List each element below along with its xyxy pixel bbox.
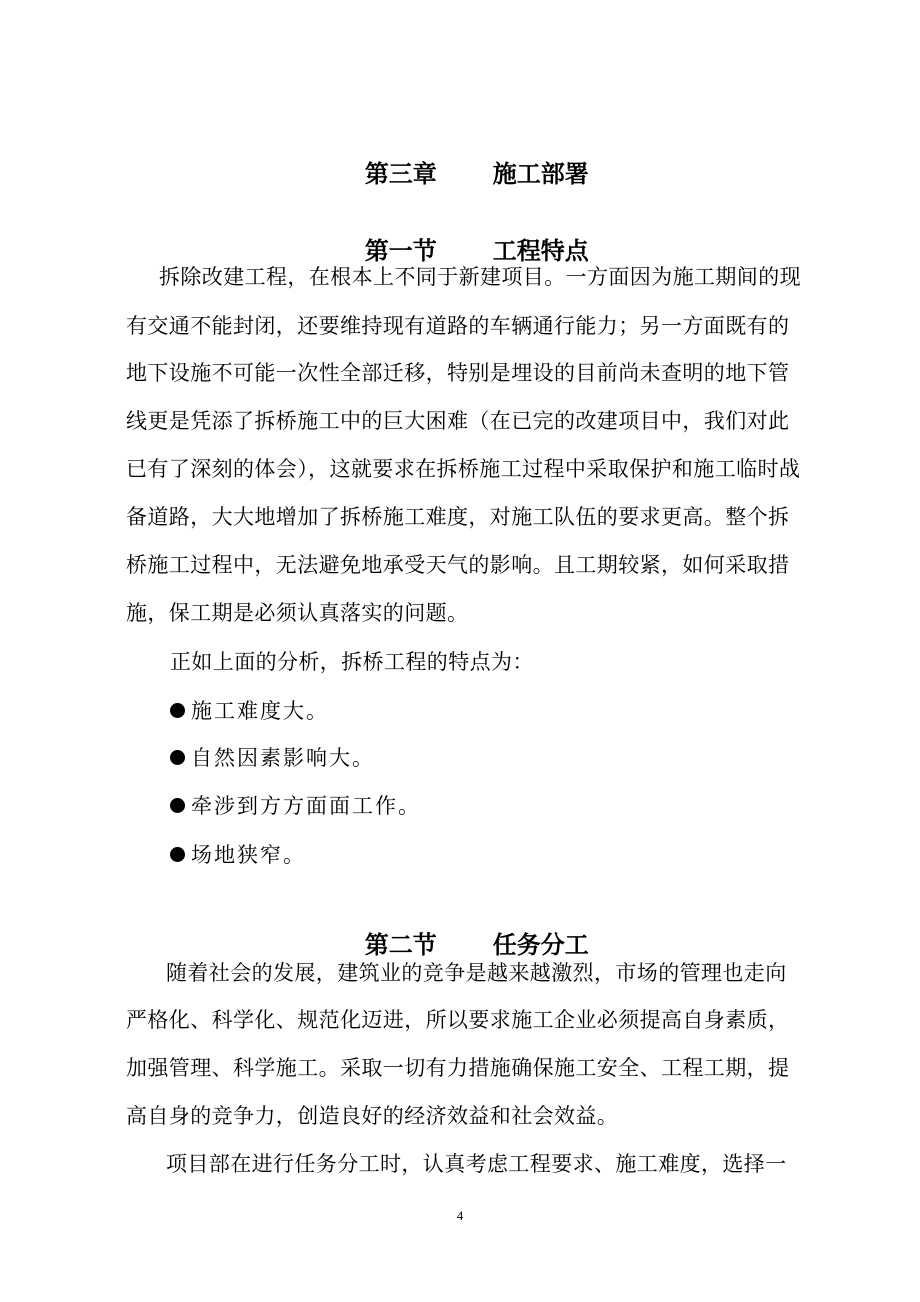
chapter-title: 施工部署	[492, 160, 589, 188]
paragraph-line: 拆除改建工程，在根本上不同于新建项目。一方面因为施工期间的现	[159, 265, 801, 289]
paragraph-line: 施，保工期是必须认真落实的问题。	[126, 601, 469, 625]
paragraph-line: 项目部在进行任务分工时，认真考虑工程要求、施工难度，选择一	[166, 1152, 787, 1176]
paragraph-line: 严格化、科学化、规范化迈进，所以要求施工企业必须提高自身素质，	[126, 1008, 790, 1032]
section1-number: 第一节	[364, 237, 437, 265]
section2-title: 任务分工	[492, 931, 589, 959]
page-number: 4	[456, 1208, 464, 1223]
paragraph-line: 备道路，大大地增加了拆桥施工难度，对施工队伍的要求更高。整个拆	[126, 505, 790, 529]
bullet-item	[170, 791, 421, 821]
paragraph-line: 随着社会的发展，建筑业的竞争是越来越激烈，市场的管理也走向	[166, 961, 787, 985]
bullet-text: 场地狭窄。	[191, 843, 306, 867]
section2-number: 第二节	[364, 931, 437, 959]
paragraph-line: 地下设施不可能一次性全部迁移，特别是埋设的目前尚未查明的地下管	[126, 361, 790, 385]
bullet-item	[170, 840, 306, 870]
bullet-dot-icon	[170, 798, 185, 813]
paragraph-line: 线更是凭添了拆桥施工中的巨大困难（在已完的改建项目中，我们对此	[126, 409, 790, 433]
chapter-number: 第三章	[364, 160, 437, 188]
paragraph-line: 已有了深刻的体会），这就要求在拆桥施工过程中采取保护和施工临时战	[126, 457, 801, 481]
bullet-item	[170, 743, 375, 773]
paragraph-line: 有交通不能封闭，还要维持现有道路的车辆通行能力；另一方面既有的	[126, 314, 790, 338]
bullet-text: 自然因素影响大。	[191, 746, 375, 770]
bullet-text: 牵涉到方方面面工作。	[191, 794, 421, 818]
paragraph-line: 加强管理、科学施工。采取一切有力措施确保施工安全、工程工期，提	[126, 1056, 790, 1080]
bullet-dot-icon	[170, 750, 185, 765]
bullet-dot-icon	[170, 703, 185, 718]
paragraph-line: 高自身的竞争力，创造良好的经济效益和社会效益。	[126, 1104, 619, 1128]
bullet-item	[170, 696, 329, 726]
section1-title: 工程特点	[492, 237, 589, 265]
bullet-text: 施工难度大。	[191, 699, 329, 723]
paragraph-line: 桥施工过程中，无法避免地承受天气的影响。且工期较紧，如何采取措	[126, 553, 790, 577]
features-intro: 正如上面的分析，拆桥工程的特点为：	[170, 650, 534, 674]
bullet-dot-icon	[170, 847, 185, 862]
